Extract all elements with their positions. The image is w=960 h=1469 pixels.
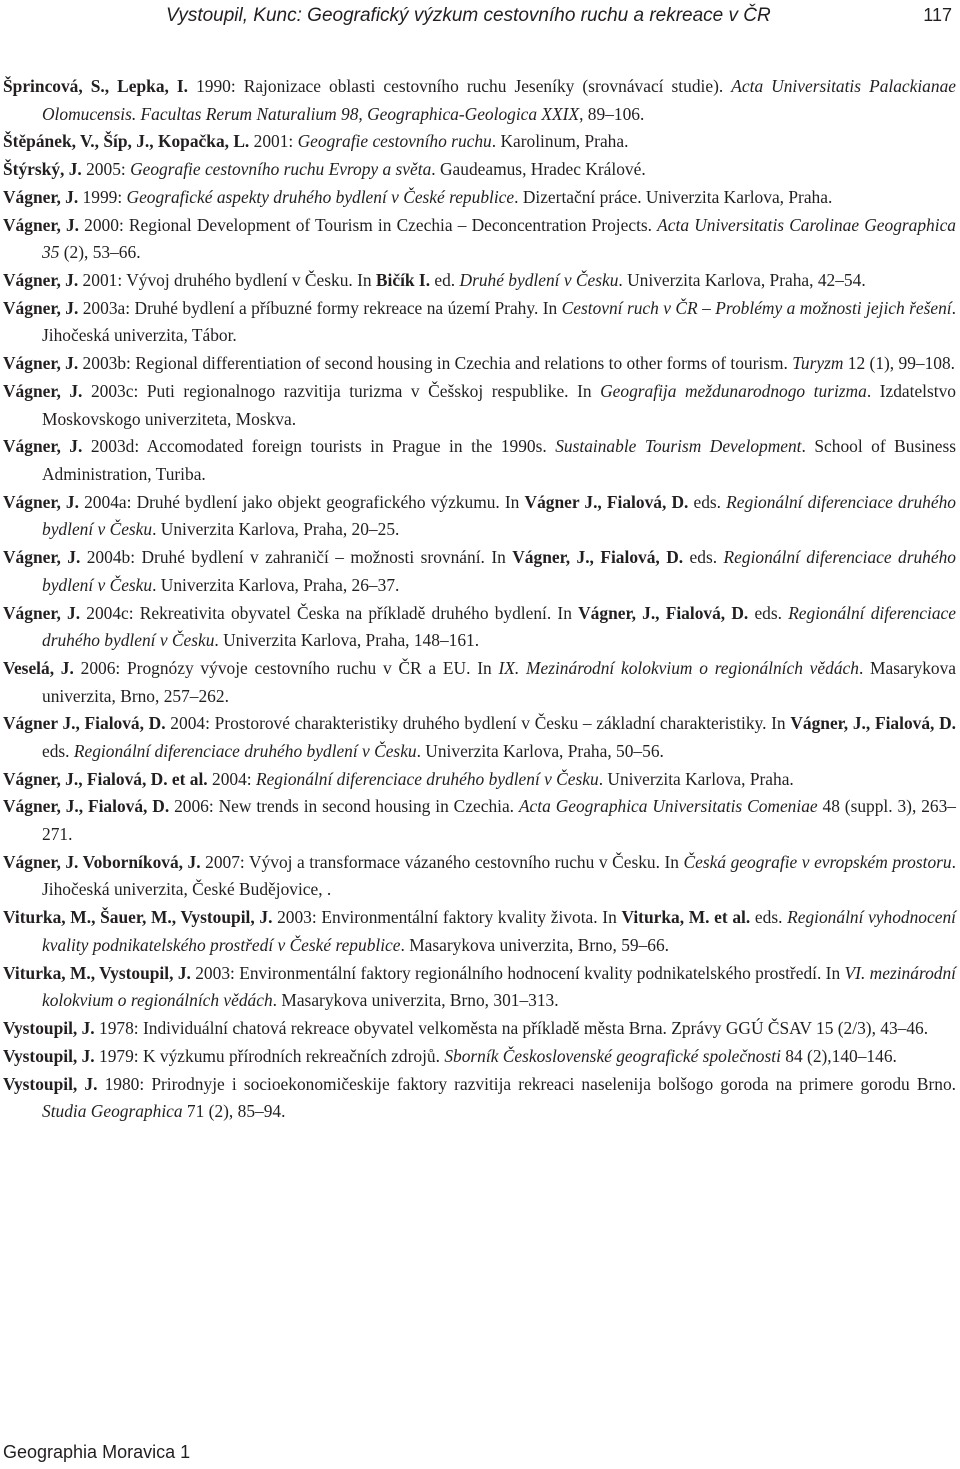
reference-author: Vágner, J. (3, 270, 79, 291)
reference-text: . Gaudeamus, Hradec Králové. (431, 159, 646, 180)
reference-author: Vágner, J., Fialová, D. (3, 796, 170, 817)
reference-entry (3, 544, 956, 599)
reference-text: . Masarykova univerzita, Brno, 257–262. (42, 657, 957, 706)
reference-text: . School of Business Administration, Turiba. (42, 436, 957, 484)
reference-text: . Univerzita Karlova, Praha. (598, 768, 794, 789)
page-header (0, 0, 960, 40)
reference-text: 1999: (78, 186, 127, 207)
reference-title: Regionální diferenciace druhého bydlení v Česku (42, 491, 956, 540)
reference-entry (3, 267, 956, 295)
reference-author: Vágner, J. (3, 353, 79, 374)
reference-title: Regionální diferenciace druhého bydlení v Česku (255, 768, 599, 789)
reference-text: ed. (430, 270, 460, 291)
reference-text: 2003a: Druhé bydlení a příbuzné formy rekreace na území Prahy. In (78, 297, 562, 318)
reference-author: Vystoupil, J. (3, 1017, 95, 1038)
reference-entry (3, 655, 956, 710)
reference-entry (3, 212, 956, 267)
reference-entry (3, 128, 956, 156)
reference-title: Česká geografie v evropském prostoru (683, 851, 952, 872)
reference-text: (2), 53–66. (59, 242, 141, 263)
reference-text: eds. (42, 740, 74, 761)
reference-title: Acta Geographica Universitatis Comeniae (518, 796, 818, 817)
reference-author: Vágner, J., Fialová, D. et al. (3, 768, 208, 789)
running-title: Vystoupil, Kunc: Geografický výzkum cestovního ruchu a rekreace v ČR (166, 5, 771, 26)
reference-list (3, 73, 956, 1126)
reference-text: 2004a: Druhé bydlení jako objekt geografického výzkumu. In (78, 491, 525, 512)
reference-title: Geografija meždunarodnogo turizma (600, 381, 867, 402)
reference-text: eds. (688, 491, 727, 512)
reference-text: 2004c: Rekreativita obyvatel Česka na příkladě druhého bydlení. In (80, 602, 579, 623)
reference-text: eds. (750, 907, 788, 928)
reference-text: 2006: New trends in second housing in Czechia. (169, 796, 519, 817)
reference-text: 2003c: Puti regionalnogo razvitija turizma v Češskoj respublike. In (82, 381, 601, 402)
reference-entry (3, 489, 956, 544)
reference-text: . Univerzita Karlova, Praha, 148–161. (214, 630, 480, 651)
reference-title: Regionální vyhodnocení kvality podnikatelského prostředí v České republice (42, 907, 956, 955)
footer-journal: Geographia Moravica 1 (3, 1442, 191, 1462)
reference-text: eds. (683, 547, 724, 568)
reference-title: Cestovní ruch v ČR – Problémy a možnosti jejich řešení (561, 297, 952, 318)
reference-author: Vágner, J., Fialová, D. (790, 713, 956, 734)
reference-text: . Univerzita Karlova, Praha, 42–54. (618, 270, 866, 291)
reference-entry (3, 433, 956, 488)
reference-text: 2003d: Accomodated foreign tourists in Prague in the 1990s. (82, 436, 556, 457)
reference-entry (3, 960, 956, 1015)
reference-text: . Karolinum, Praha. (491, 131, 629, 152)
reference-author: Vystoupil, J. (3, 1045, 95, 1066)
reference-text: . Masarykova univerzita, Brno, 301–313. (272, 990, 559, 1011)
reference-author: Vystoupil, J. (3, 1073, 98, 1094)
reference-text: . Univerzita Karlova, Praha, 20–25. (152, 519, 400, 540)
reference-text: 84 (2),140–146. (780, 1045, 897, 1066)
reference-entry (3, 156, 956, 184)
reference-title: Sborník Československé geografické společnosti (444, 1045, 781, 1066)
page-number: 117 (923, 5, 952, 25)
reference-entry (3, 904, 956, 959)
reference-title: Regionální diferenciace druhého bydlení v Česku (73, 740, 417, 761)
reference-title: IX. Mezinárodní kolokvium o regionálních vědách (498, 657, 859, 678)
reference-title: Acta Universitatis Palackianae Olomucensis. Facultas Rerum Naturalium 98, Geographica-Geologica XXIX (42, 76, 956, 124)
reference-author: Vágner, J. (3, 547, 81, 568)
reference-text: 2003b: Regional differentiation of second housing in Czechia and relations to other forms of tourism. (78, 353, 793, 374)
reference-entry (3, 1015, 956, 1043)
reference-title: Geografické aspekty druhého bydlení v České republice (126, 186, 515, 207)
reference-title: Geografie cestovního ruchu (297, 131, 492, 152)
reference-text: 2004: Prostorové charakteristiky druhého bydlení v Česku – základní charakteristiky. In (165, 713, 791, 734)
reference-author: Vágner, J. (3, 436, 83, 457)
reference-text: 12 (1), 99–108. (843, 353, 956, 374)
reference-title: Regionální diferenciace druhého bydlení v Česku (42, 602, 956, 651)
reference-entry (3, 600, 956, 655)
reference-author: Vágner, J., Fialová, D. (512, 547, 684, 568)
reference-author: Bičík I. (375, 270, 431, 291)
reference-text: . Jihočeská univerzita, České Budějovice, . (42, 851, 956, 900)
reference-author: Vágner, J. (3, 297, 79, 318)
reference-text: eds. (748, 602, 789, 623)
reference-text: 2005: (81, 159, 131, 180)
reference-text: 2003: Environmentální faktory regionálního hodnocení kvality podnikatelského prostředí. In (190, 962, 845, 983)
reference-author: Šprincová, S., Lepka, I. (3, 76, 189, 96)
reference-title: Studia Geographica (42, 1101, 183, 1122)
reference-text: 2004b: Druhé bydlení v zahraničí – možnosti srovnání. In (80, 547, 513, 568)
reference-title: Turyzm (792, 353, 844, 374)
reference-title: VI. mezinárodní kolokvium o regionálních vědách (42, 962, 956, 1011)
reference-text: 1978: Individuální chatová rekreace obyvatel velkoměsta na příkladě města Brna. Zprávy GGÚ ČSAV 15 (2/3), 43–46. (94, 1017, 929, 1038)
reference-entry (3, 793, 956, 848)
reference-author: Vágner, J. (3, 491, 79, 512)
reference-author: Vágner, J. Voborníková, J. (3, 851, 201, 872)
reference-text: , 89–106. (579, 103, 645, 124)
reference-author: Viturka, M. et al. (621, 907, 751, 928)
reference-title: Sustainable Tourism Development (555, 436, 802, 457)
reference-author: Vágner, J., Fialová, D. (578, 602, 749, 623)
reference-author: Viturka, M., Vystoupil, J. (3, 962, 191, 983)
reference-author: Veselá, J. (3, 657, 74, 678)
reference-text: 48 (suppl. 3), 263–271. (42, 796, 956, 845)
reference-author: Vágner, J. (3, 602, 81, 623)
reference-author: Vágner J., Fialová, D. (524, 491, 689, 512)
reference-entry (3, 1071, 956, 1126)
reference-entry (3, 184, 956, 212)
reference-entry (3, 710, 956, 765)
reference-text: . Jihočeská univerzita, Tábor. (42, 297, 956, 346)
reference-author: Štýrský, J. (3, 159, 82, 180)
reference-title: Druhé bydlení v Česku (459, 270, 619, 291)
reference-text: . Masarykova univerzita, Brno, 59–66. (400, 934, 670, 955)
reference-title: Regionální diferenciace druhého bydlení v Česku (42, 547, 956, 595)
reference-entry (3, 350, 956, 378)
reference-author: Vágner, J. (3, 381, 83, 402)
reference-entry (3, 1043, 956, 1071)
reference-text: . Univerzita Karlova, Praha, 26–37. (152, 574, 400, 595)
reference-entry (3, 766, 956, 794)
reference-text: 2000: Regional Development of Tourism in Czechia – Deconcentration Projects. (79, 214, 658, 235)
reference-text: 2003: Environmentální faktory kvality života. In (272, 907, 622, 928)
reference-text: . Dizertační práce. Univerzita Karlova, Praha. (514, 186, 833, 207)
reference-text: 71 (2), 85–94. (182, 1101, 286, 1122)
reference-text: 1979: K výzkumu přírodních rekreačních zdrojů. (94, 1045, 445, 1066)
reference-author: Viturka, M., Šauer, M., Vystoupil, J. (3, 907, 273, 928)
reference-entry (3, 295, 956, 350)
reference-author: Vágner, J. (3, 186, 79, 207)
reference-text: . Univerzita Karlova, Praha, 50–56. (416, 740, 664, 761)
reference-entry (3, 73, 956, 128)
reference-title: Acta Universitatis Carolinae Geographica 35 (42, 214, 956, 263)
reference-entry (3, 378, 956, 433)
reference-entry (3, 849, 956, 904)
reference-text: 2001: (249, 131, 298, 152)
reference-text: 2007: Vývoj a transformace vázaného cestovního ruchu v Česku. In (200, 851, 684, 872)
reference-text: 2004: (207, 768, 256, 789)
reference-author: Štěpánek, V., Šíp, J., Kopačka, L. (3, 131, 250, 152)
reference-author: Vágner J., Fialová, D. (3, 713, 166, 734)
reference-author: Vágner, J. (3, 214, 80, 235)
reference-text: 1990: Rajonizace oblasti cestovního ruchu Jeseníky (srovnávací studie). (188, 76, 732, 96)
reference-title: Geografie cestovního ruchu Evropy a světa (130, 159, 432, 180)
reference-text: . Izdatelstvo Moskovskogo univerziteta, Moskva. (42, 381, 957, 429)
reference-text: 2006: Prognózy vývoje cestovního ruchu v ČR a EU. In (73, 657, 499, 678)
reference-text: 2001: Vývoj druhého bydlení v Česku. In (78, 270, 376, 291)
reference-text: 1980: Prirodnyje i socioekonomičeskije faktory razvitija rekreaci naselenija bolšogo goroda na primere gorodu Brno. (97, 1073, 956, 1094)
